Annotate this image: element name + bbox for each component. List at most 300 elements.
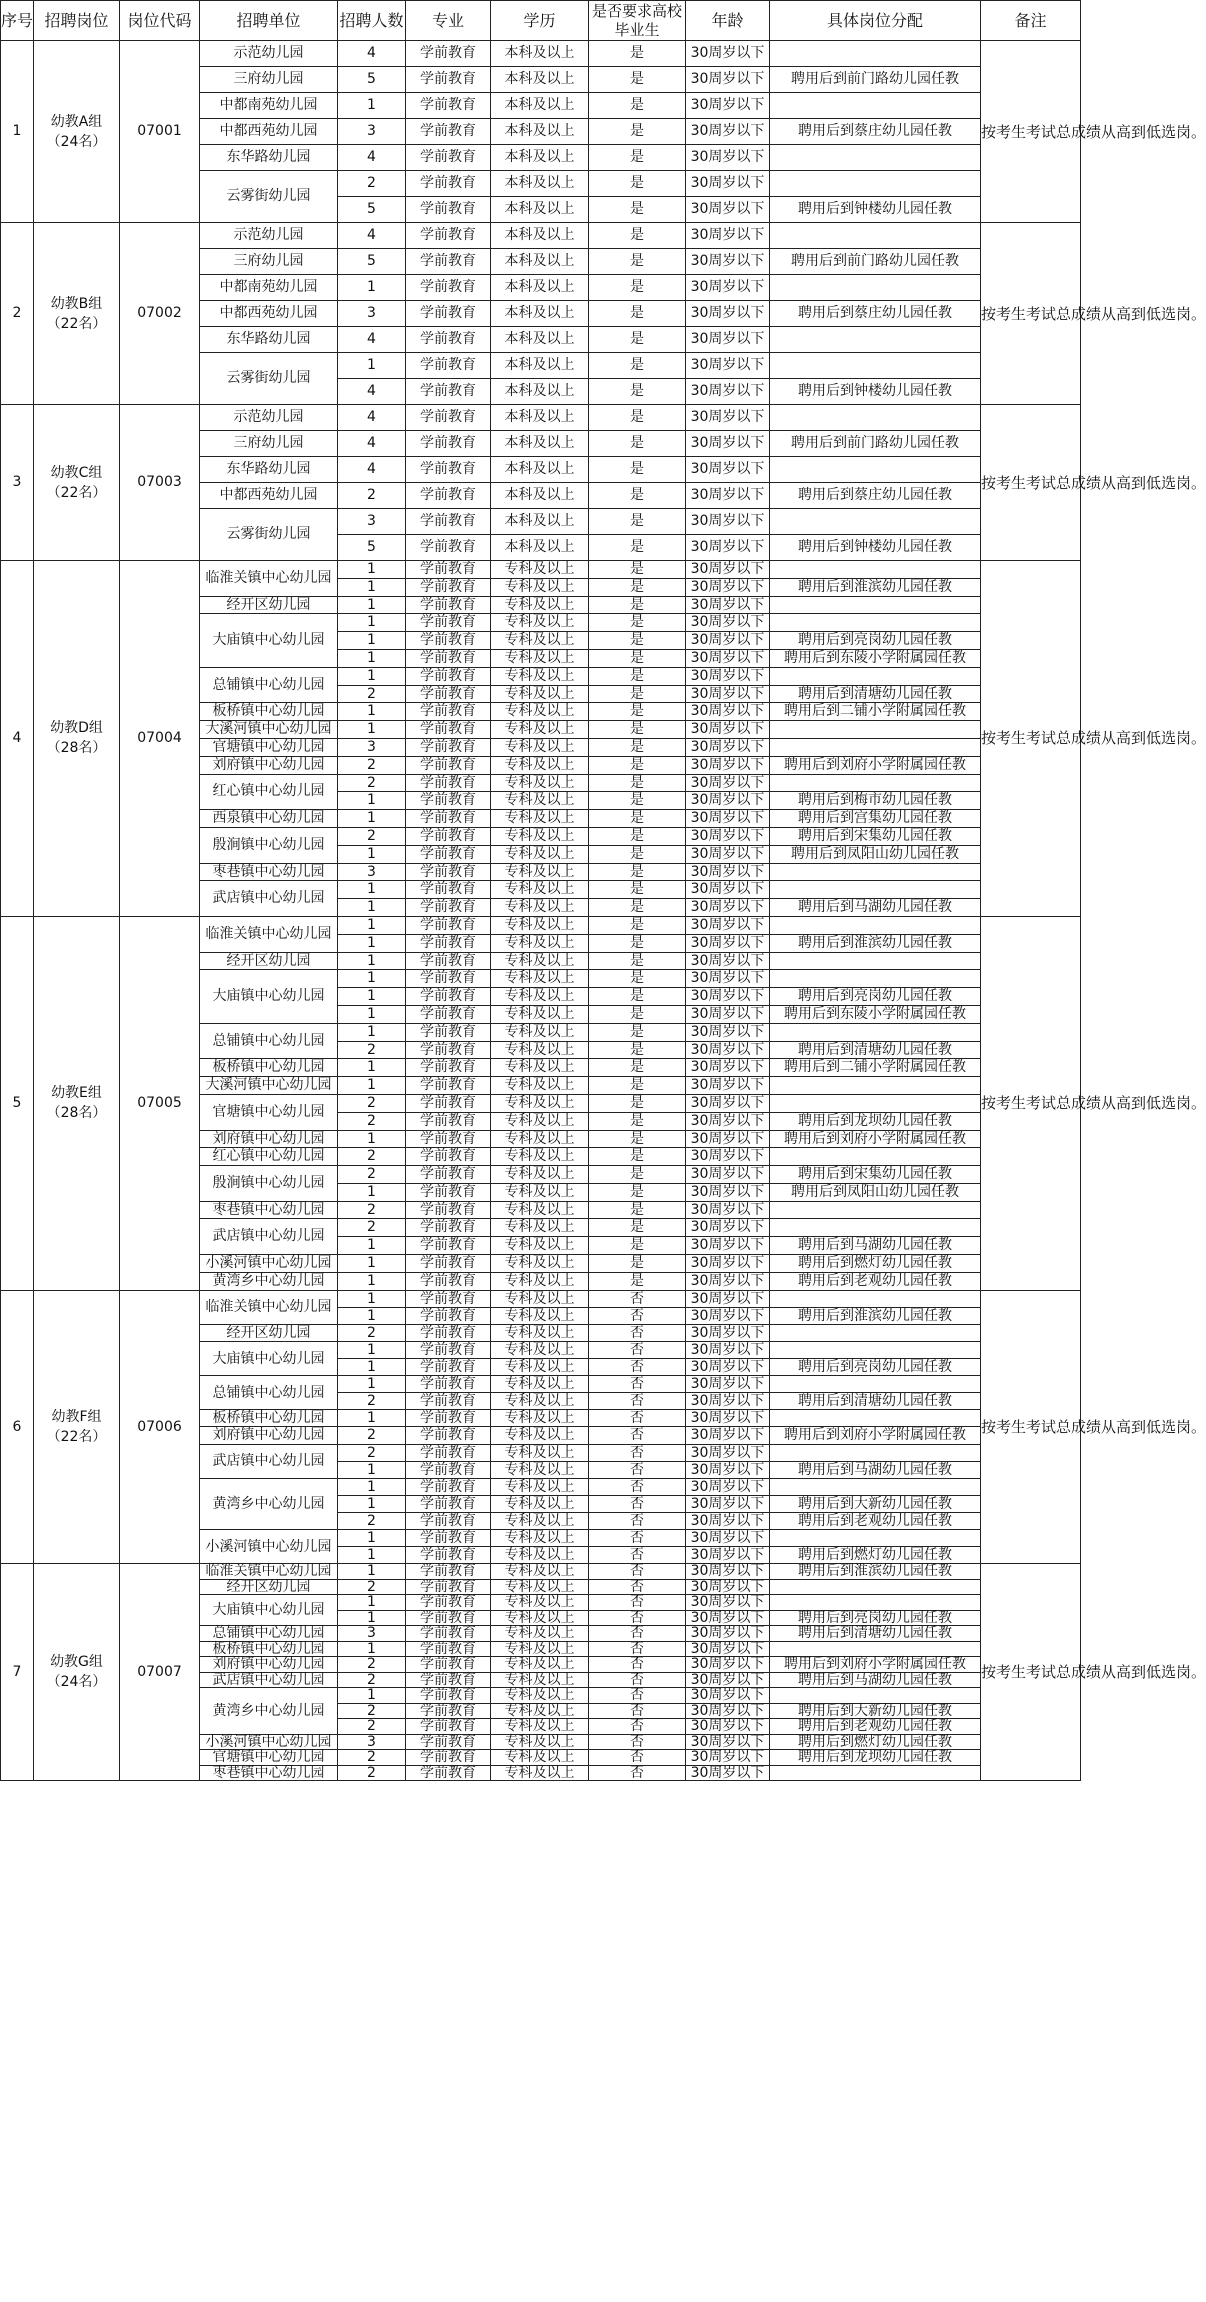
age-cell: 30周岁以下 <box>686 1112 770 1130</box>
grad-cell: 是 <box>589 632 686 650</box>
major-cell: 学前教育 <box>406 1307 491 1324</box>
note-cell: 按考生考试总成绩从高到低选岗。 <box>981 1290 1081 1564</box>
assign-cell: 聘用后到前门路幼儿园任教 <box>770 67 981 93</box>
major-cell: 学前教育 <box>406 738 491 756</box>
edu-cell: 本科及以上 <box>491 93 589 119</box>
post-name: 幼教A组 <box>50 113 103 130</box>
assign-cell: 聘用后到淮滨幼儿园任教 <box>770 1307 981 1324</box>
age-cell: 30周岁以下 <box>686 899 770 917</box>
unit-cell: 红心镇中心幼儿园 <box>200 774 338 810</box>
assign-cell <box>770 1529 981 1546</box>
age-cell: 30周岁以下 <box>686 1641 770 1657</box>
major-cell: 学前教育 <box>406 1255 491 1273</box>
grad-cell: 是 <box>589 431 686 457</box>
unit-cell: 经开区幼儿园 <box>200 1324 338 1341</box>
major-cell: 学前教育 <box>406 1359 491 1376</box>
edu-cell: 专科及以上 <box>491 810 589 828</box>
major-cell: 学前教育 <box>406 249 491 275</box>
major-cell: 学前教育 <box>406 1703 491 1719</box>
count-cell: 1 <box>338 1410 406 1427</box>
grad-cell: 是 <box>589 405 686 431</box>
assign-cell <box>770 1765 981 1781</box>
assign-cell: 聘用后到钟楼幼儿园任教 <box>770 535 981 561</box>
edu-cell: 专科及以上 <box>491 1077 589 1095</box>
major-cell: 学前教育 <box>406 1077 491 1095</box>
grad-cell: 否 <box>589 1393 686 1410</box>
assign-cell <box>770 93 981 119</box>
assign-cell: 聘用后到清塘幼儿园任教 <box>770 1041 981 1059</box>
unit-cell: 三府幼儿园 <box>200 249 338 275</box>
unit-cell: 官塘镇中心幼儿园 <box>200 1094 338 1130</box>
age-cell: 30周岁以下 <box>686 1444 770 1461</box>
grad-cell: 是 <box>589 916 686 934</box>
count-cell: 2 <box>338 774 406 792</box>
count-cell: 2 <box>338 1201 406 1219</box>
major-cell: 学前教育 <box>406 614 491 632</box>
major-cell: 学前教育 <box>406 1444 491 1461</box>
age-cell: 30周岁以下 <box>686 1478 770 1495</box>
grad-cell: 否 <box>589 1410 686 1427</box>
grad-cell: 是 <box>589 561 686 579</box>
unit-cell: 经开区幼儿园 <box>200 952 338 970</box>
edu-cell: 专科及以上 <box>491 649 589 667</box>
age-cell: 30周岁以下 <box>686 1564 770 1580</box>
assign-cell <box>770 509 981 535</box>
age-cell: 30周岁以下 <box>686 578 770 596</box>
unit-cell: 中都南苑幼儿园 <box>200 275 338 301</box>
major-cell: 学前教育 <box>406 1657 491 1673</box>
age-cell: 30周岁以下 <box>686 405 770 431</box>
major-cell: 学前教育 <box>406 934 491 952</box>
major-cell: 学前教育 <box>406 1272 491 1290</box>
age-cell: 30周岁以下 <box>686 1393 770 1410</box>
edu-cell: 专科及以上 <box>491 1219 589 1237</box>
assign-cell <box>770 952 981 970</box>
age-cell: 30周岁以下 <box>686 1529 770 1546</box>
age-cell: 30周岁以下 <box>686 509 770 535</box>
edu-cell: 本科及以上 <box>491 379 589 405</box>
grad-cell: 是 <box>589 509 686 535</box>
assign-cell: 聘用后到老观幼儿园任教 <box>770 1512 981 1529</box>
edu-cell: 专科及以上 <box>491 1201 589 1219</box>
edu-cell: 专科及以上 <box>491 1529 589 1546</box>
assign-cell: 聘用后到东陵小学附属园任教 <box>770 1005 981 1023</box>
grad-cell: 否 <box>589 1719 686 1735</box>
seq-cell: 6 <box>1 1290 34 1564</box>
count-cell: 1 <box>338 934 406 952</box>
age-cell: 30周岁以下 <box>686 1579 770 1595</box>
unit-cell: 大溪河镇中心幼儿园 <box>200 1077 338 1095</box>
count-cell: 1 <box>338 1077 406 1095</box>
age-cell: 30周岁以下 <box>686 596 770 614</box>
major-cell: 学前教育 <box>406 431 491 457</box>
assign-cell: 聘用后到亮岗幼儿园任教 <box>770 1359 981 1376</box>
count-cell: 1 <box>338 1290 406 1307</box>
edu-cell: 专科及以上 <box>491 1579 589 1595</box>
post-cell <box>34 1290 120 1564</box>
age-cell: 30周岁以下 <box>686 1130 770 1148</box>
grad-cell: 否 <box>589 1750 686 1766</box>
assign-cell: 聘用后到前门路幼儿园任教 <box>770 431 981 457</box>
grad-cell: 是 <box>589 93 686 119</box>
note-cell: 按考生考试总成绩从高到低选岗。 <box>981 405 1081 561</box>
edu-cell: 专科及以上 <box>491 1290 589 1307</box>
edu-cell: 专科及以上 <box>491 1148 589 1166</box>
unit-cell: 临淮关镇中心幼儿园 <box>200 1290 338 1324</box>
count-cell: 2 <box>338 483 406 509</box>
count-cell: 5 <box>338 197 406 223</box>
age-cell: 30周岁以下 <box>686 93 770 119</box>
age-cell: 30周岁以下 <box>686 1166 770 1184</box>
table-row <box>1 916 1081 934</box>
edu-cell: 本科及以上 <box>491 431 589 457</box>
assign-cell: 聘用后到淮滨幼儿园任教 <box>770 1564 981 1580</box>
edu-cell: 专科及以上 <box>491 1564 589 1580</box>
unit-cell: 东华路幼儿园 <box>200 457 338 483</box>
unit-cell: 临淮关镇中心幼儿园 <box>200 561 338 597</box>
unit-cell: 枣巷镇中心幼儿园 <box>200 1765 338 1781</box>
unit-cell: 云雾街幼儿园 <box>200 509 338 561</box>
age-cell: 30周岁以下 <box>686 171 770 197</box>
assign-cell <box>770 1688 981 1704</box>
assign-cell: 聘用后到燃灯幼儿园任教 <box>770 1734 981 1750</box>
count-cell: 2 <box>338 1672 406 1688</box>
assign-cell: 聘用后到前门路幼儿园任教 <box>770 249 981 275</box>
post-cell <box>34 561 120 917</box>
count-cell: 5 <box>338 535 406 561</box>
post-cell <box>34 405 120 561</box>
major-cell: 学前教育 <box>406 632 491 650</box>
edu-cell: 专科及以上 <box>491 792 589 810</box>
major-cell: 学前教育 <box>406 721 491 739</box>
grad-cell: 是 <box>589 810 686 828</box>
grad-cell: 是 <box>589 41 686 67</box>
count-cell: 1 <box>338 1564 406 1580</box>
major-cell: 学前教育 <box>406 863 491 881</box>
edu-cell: 专科及以上 <box>491 899 589 917</box>
major-cell: 学前教育 <box>406 1393 491 1410</box>
edu-cell: 专科及以上 <box>491 1393 589 1410</box>
assign-cell: 聘用后到老观幼儿园任教 <box>770 1272 981 1290</box>
assign-cell <box>770 405 981 431</box>
age-cell: 30周岁以下 <box>686 1359 770 1376</box>
unit-cell: 小溪河镇中心幼儿园 <box>200 1255 338 1273</box>
edu-cell: 专科及以上 <box>491 827 589 845</box>
edu-cell: 专科及以上 <box>491 1359 589 1376</box>
major-cell: 学前教育 <box>406 93 491 119</box>
count-cell: 1 <box>338 93 406 119</box>
grad-cell: 是 <box>589 792 686 810</box>
assign-cell <box>770 916 981 934</box>
count-cell: 1 <box>338 916 406 934</box>
grad-cell: 是 <box>589 952 686 970</box>
count-cell: 1 <box>338 1183 406 1201</box>
grad-cell: 是 <box>589 970 686 988</box>
age-cell: 30周岁以下 <box>686 1201 770 1219</box>
age-cell: 30周岁以下 <box>686 1688 770 1704</box>
count-cell: 1 <box>338 596 406 614</box>
grad-cell: 是 <box>589 1059 686 1077</box>
post-cell <box>34 223 120 405</box>
assign-cell: 聘用后到燃灯幼儿园任教 <box>770 1547 981 1564</box>
edu-cell: 专科及以上 <box>491 1444 589 1461</box>
grad-cell: 否 <box>589 1657 686 1673</box>
assign-cell: 聘用后到蔡庄幼儿园任教 <box>770 483 981 509</box>
post-cell <box>34 916 120 1290</box>
count-cell: 2 <box>338 171 406 197</box>
assign-cell <box>770 1641 981 1657</box>
code-cell: 07004 <box>120 561 200 917</box>
edu-cell: 专科及以上 <box>491 1376 589 1393</box>
grad-cell: 否 <box>589 1595 686 1611</box>
edu-cell: 专科及以上 <box>491 756 589 774</box>
major-cell: 学前教育 <box>406 1237 491 1255</box>
unit-cell: 大庙镇中心幼儿园 <box>200 1341 338 1375</box>
assign-cell <box>770 145 981 171</box>
unit-cell: 示范幼儿园 <box>200 223 338 249</box>
count-cell: 2 <box>338 1750 406 1766</box>
edu-cell: 专科及以上 <box>491 845 589 863</box>
count-cell: 3 <box>338 119 406 145</box>
grad-cell: 否 <box>589 1495 686 1512</box>
count-cell: 1 <box>338 1610 406 1626</box>
age-cell: 30周岁以下 <box>686 1255 770 1273</box>
grad-cell: 否 <box>589 1734 686 1750</box>
code-cell: 07001 <box>120 41 200 223</box>
grad-cell: 否 <box>589 1765 686 1781</box>
assign-cell: 聘用后到刘府小学附属园任教 <box>770 1130 981 1148</box>
assign-cell <box>770 1201 981 1219</box>
assign-cell: 聘用后到二铺小学附属园任教 <box>770 1059 981 1077</box>
age-cell: 30周岁以下 <box>686 1672 770 1688</box>
assign-cell: 聘用后到刘府小学附属园任教 <box>770 1427 981 1444</box>
age-cell: 30周岁以下 <box>686 810 770 828</box>
edu-cell: 专科及以上 <box>491 1255 589 1273</box>
seq-cell: 2 <box>1 223 34 405</box>
grad-cell: 是 <box>589 1041 686 1059</box>
unit-cell: 黄湾乡中心幼儿园 <box>200 1478 338 1529</box>
assign-cell <box>770 1077 981 1095</box>
count-cell: 2 <box>338 1112 406 1130</box>
age-cell: 30周岁以下 <box>686 1595 770 1611</box>
age-cell: 30周岁以下 <box>686 1657 770 1673</box>
assign-cell: 聘用后到马湖幼儿园任教 <box>770 1672 981 1688</box>
grad-cell: 是 <box>589 756 686 774</box>
unit-cell: 红心镇中心幼儿园 <box>200 1148 338 1166</box>
edu-cell: 专科及以上 <box>491 596 589 614</box>
assign-cell: 聘用后到老观幼儿园任教 <box>770 1719 981 1735</box>
major-cell: 学前教育 <box>406 275 491 301</box>
edu-cell: 专科及以上 <box>491 1005 589 1023</box>
grad-cell: 是 <box>589 1112 686 1130</box>
count-cell: 1 <box>338 1461 406 1478</box>
grad-cell: 是 <box>589 145 686 171</box>
assign-cell: 聘用后到燃灯幼儿园任教 <box>770 1255 981 1273</box>
major-cell: 学前教育 <box>406 41 491 67</box>
count-cell: 4 <box>338 405 406 431</box>
grad-cell: 否 <box>589 1341 686 1358</box>
grad-cell: 是 <box>589 67 686 93</box>
code-cell: 07007 <box>120 1564 200 1781</box>
count-cell: 1 <box>338 1547 406 1564</box>
assign-cell: 聘用后到梅市幼儿园任教 <box>770 792 981 810</box>
major-cell: 学前教育 <box>406 703 491 721</box>
code-cell: 07002 <box>120 223 200 405</box>
age-cell: 30周岁以下 <box>686 223 770 249</box>
unit-cell: 中都西苑幼儿园 <box>200 483 338 509</box>
edu-cell: 专科及以上 <box>491 1495 589 1512</box>
major-cell: 学前教育 <box>406 1183 491 1201</box>
count-cell: 2 <box>338 1393 406 1410</box>
count-cell: 2 <box>338 1719 406 1735</box>
major-cell: 学前教育 <box>406 457 491 483</box>
count-cell: 2 <box>338 1512 406 1529</box>
unit-cell: 临淮关镇中心幼儿园 <box>200 916 338 952</box>
assign-cell: 聘用后到大新幼儿园任教 <box>770 1495 981 1512</box>
edu-cell: 专科及以上 <box>491 1688 589 1704</box>
grad-cell: 否 <box>589 1703 686 1719</box>
age-cell: 30周岁以下 <box>686 275 770 301</box>
age-cell: 30周岁以下 <box>686 881 770 899</box>
age-cell: 30周岁以下 <box>686 197 770 223</box>
assign-cell <box>770 561 981 579</box>
grad-cell: 是 <box>589 774 686 792</box>
note-cell: 按考生考试总成绩从高到低选岗。 <box>981 223 1081 405</box>
edu-cell: 专科及以上 <box>491 1765 589 1781</box>
count-cell: 1 <box>338 703 406 721</box>
count-cell: 1 <box>338 845 406 863</box>
grad-cell: 是 <box>589 1094 686 1112</box>
age-cell: 30周岁以下 <box>686 1461 770 1478</box>
edu-cell: 专科及以上 <box>491 1547 589 1564</box>
age-cell: 30周岁以下 <box>686 1059 770 1077</box>
major-cell: 学前教育 <box>406 1529 491 1546</box>
unit-cell: 官塘镇中心幼儿园 <box>200 1750 338 1766</box>
grad-cell: 是 <box>589 1183 686 1201</box>
assign-cell <box>770 275 981 301</box>
edu-cell: 专科及以上 <box>491 1478 589 1495</box>
major-cell: 学前教育 <box>406 1610 491 1626</box>
grad-cell: 否 <box>589 1529 686 1546</box>
post-name: 幼教C组 <box>50 464 103 481</box>
count-cell: 2 <box>338 1579 406 1595</box>
edu-cell: 专科及以上 <box>491 1023 589 1041</box>
grad-cell: 是 <box>589 1005 686 1023</box>
header-cell: 招聘岗位 <box>34 1 120 41</box>
age-cell: 30周岁以下 <box>686 1237 770 1255</box>
grad-cell: 是 <box>589 703 686 721</box>
edu-cell: 专科及以上 <box>491 1461 589 1478</box>
table-row <box>1 561 1081 579</box>
age-cell: 30周岁以下 <box>686 1023 770 1041</box>
assign-cell: 聘用后到凤阳山幼儿园任教 <box>770 1183 981 1201</box>
age-cell: 30周岁以下 <box>686 1719 770 1735</box>
grad-cell: 是 <box>589 223 686 249</box>
header-cell: 岗位代码 <box>120 1 200 41</box>
edu-cell: 专科及以上 <box>491 1595 589 1611</box>
unit-cell: 武店镇中心幼儿园 <box>200 1219 338 1255</box>
count-cell: 2 <box>338 1427 406 1444</box>
assign-cell <box>770 1290 981 1307</box>
major-cell: 学前教育 <box>406 1641 491 1657</box>
grad-cell: 否 <box>589 1376 686 1393</box>
unit-cell: 大溪河镇中心幼儿园 <box>200 721 338 739</box>
note-cell: 按考生考试总成绩从高到低选岗。 <box>981 561 1081 917</box>
assign-cell: 聘用后到宋集幼儿园任教 <box>770 1166 981 1184</box>
assign-cell <box>770 774 981 792</box>
major-cell: 学前教育 <box>406 988 491 1006</box>
assign-cell <box>770 223 981 249</box>
seq-cell: 1 <box>1 41 34 223</box>
major-cell: 学前教育 <box>406 756 491 774</box>
major-cell: 学前教育 <box>406 1005 491 1023</box>
code-cell: 07003 <box>120 405 200 561</box>
count-cell: 1 <box>338 353 406 379</box>
age-cell: 30周岁以下 <box>686 119 770 145</box>
grad-cell: 是 <box>589 827 686 845</box>
major-cell: 学前教育 <box>406 119 491 145</box>
major-cell: 学前教育 <box>406 1112 491 1130</box>
age-cell: 30周岁以下 <box>686 632 770 650</box>
header-cell: 学历 <box>491 1 589 41</box>
grad-cell: 是 <box>589 1148 686 1166</box>
age-cell: 30周岁以下 <box>686 561 770 579</box>
unit-cell: 经开区幼儿园 <box>200 596 338 614</box>
age-cell: 30周岁以下 <box>686 1272 770 1290</box>
unit-cell: 黄湾乡中心幼儿园 <box>200 1688 338 1735</box>
assign-cell: 聘用后到淮滨幼儿园任教 <box>770 578 981 596</box>
count-cell: 1 <box>338 721 406 739</box>
edu-cell: 本科及以上 <box>491 197 589 223</box>
edu-cell: 本科及以上 <box>491 41 589 67</box>
unit-cell: 大庙镇中心幼儿园 <box>200 614 338 667</box>
major-cell: 学前教育 <box>406 379 491 405</box>
grad-cell: 否 <box>589 1359 686 1376</box>
age-cell: 30周岁以下 <box>686 1512 770 1529</box>
table-body <box>1 41 1206 1781</box>
major-cell: 学前教育 <box>406 596 491 614</box>
age-cell: 30周岁以下 <box>686 483 770 509</box>
count-cell: 1 <box>338 1478 406 1495</box>
count-cell: 1 <box>338 1059 406 1077</box>
note-cell: 按考生考试总成绩从高到低选岗。 <box>981 1564 1081 1781</box>
edu-cell: 专科及以上 <box>491 934 589 952</box>
major-cell: 学前教育 <box>406 916 491 934</box>
edu-cell: 专科及以上 <box>491 1750 589 1766</box>
assign-cell <box>770 881 981 899</box>
age-cell: 30周岁以下 <box>686 614 770 632</box>
edu-cell: 专科及以上 <box>491 1041 589 1059</box>
unit-cell: 刘府镇中心幼儿园 <box>200 1427 338 1444</box>
major-cell: 学前教育 <box>406 578 491 596</box>
assign-cell: 聘用后到亮岗幼儿园任教 <box>770 632 981 650</box>
count-cell: 3 <box>338 863 406 881</box>
post-count: （24名） <box>46 133 107 150</box>
age-cell: 30周岁以下 <box>686 863 770 881</box>
unit-cell: 刘府镇中心幼儿园 <box>200 756 338 774</box>
count-cell: 2 <box>338 756 406 774</box>
major-cell: 学前教育 <box>406 1341 491 1358</box>
age-cell: 30周岁以下 <box>686 457 770 483</box>
table-row <box>1 1564 1081 1580</box>
edu-cell: 专科及以上 <box>491 1130 589 1148</box>
assign-cell: 聘用后到龙坝幼儿园任教 <box>770 1112 981 1130</box>
age-cell: 30周岁以下 <box>686 952 770 970</box>
assign-cell: 聘用后到清塘幼儿园任教 <box>770 685 981 703</box>
assign-cell: 聘用后到凤阳山幼儿园任教 <box>770 845 981 863</box>
unit-cell: 东华路幼儿园 <box>200 145 338 171</box>
major-cell: 学前教育 <box>406 1461 491 1478</box>
